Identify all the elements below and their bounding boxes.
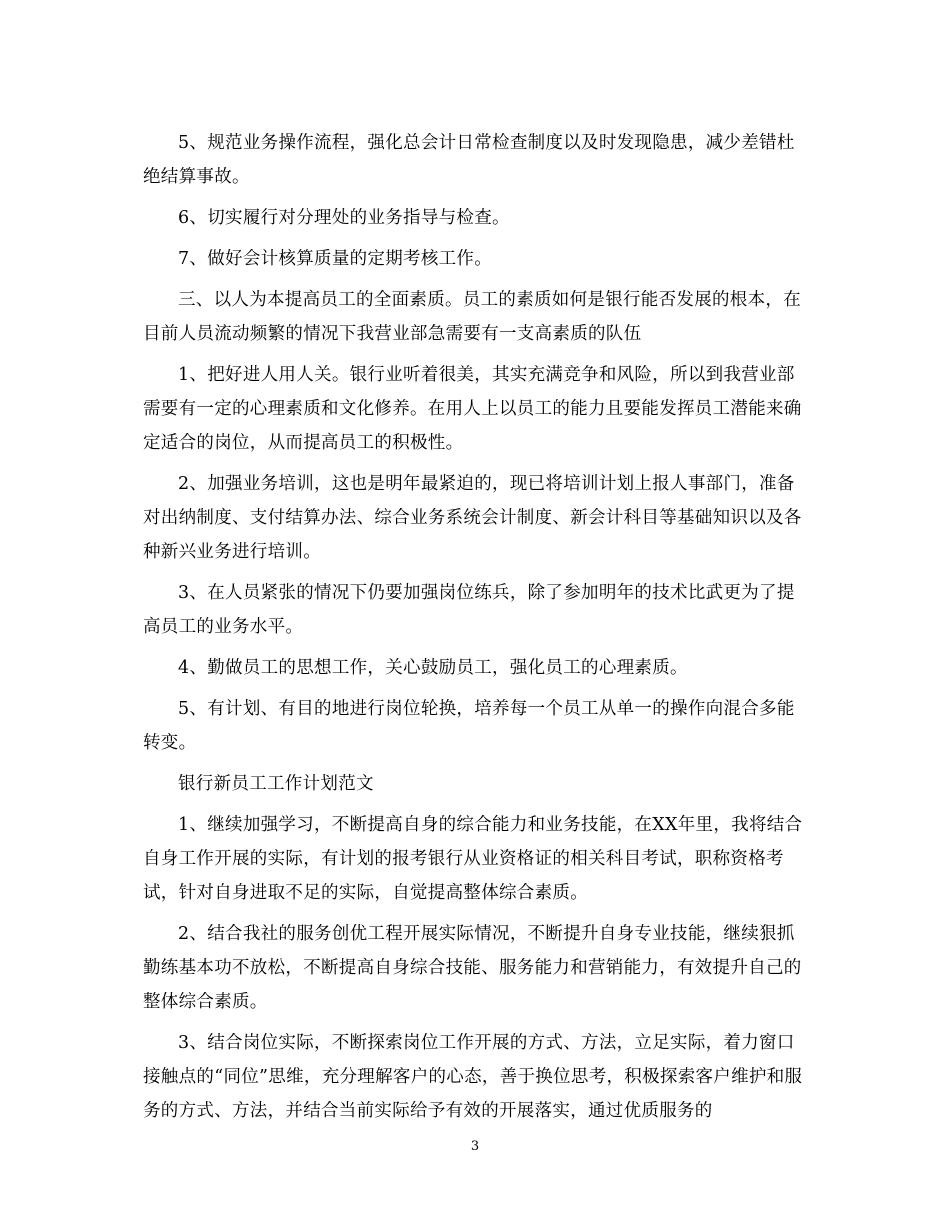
- section-title-new-employee-plan: 银行新员工工作计划范文: [178, 774, 374, 794]
- paragraph-item-1-hiring: 1、把好进人用人关。银行业听着很美，其实充满竞争和风险，所以到我营业部需要有一定的心理素质和文化修养。在用人上以员工的能力且要能发挥员工潜能来确定适合的岗位，从而提高员工的积极性。: [143, 365, 802, 453]
- paragraph-item-3-skills-practice: 3、在人员紧张的情况下仍要加强岗位练兵，除了参加明年的技术比武更为了提高员工的业务水平。: [143, 583, 795, 637]
- section-heading-people-oriented: 三、以人为本提高员工的全面素质。员工的素质如何是银行能否发展的根本，在目前人员流动频繁的情况下我营业部急需要有一支高素质的队伍: [143, 290, 801, 344]
- paragraph-item-5-job-rotation: 5、有计划、有目的地进行岗位轮换，培养每一个员工从单一的操作向混合多能转变。: [143, 699, 795, 753]
- paragraph-item-1-continued-learning: 1、继续加强学习，不断提高自身的综合能力和业务技能，在XX年里，我将结合自身工作开展的实际，有计划的报考银行从业资格证的相关科目考试，职称资格考试，针对自身进取不足的实际，自觉提高整体综合素质。: [143, 815, 803, 903]
- document-body: [143, 126, 811, 1135]
- page-number: 3: [470, 1139, 480, 1154]
- paragraph-item-7-accounting-assessment: 7、做好会计核算质量的定期考核工作。: [178, 249, 493, 269]
- paragraph-item-4-staff-care: 4、勤做员工的思想工作，关心鼓励员工，强化员工的心理素质。: [178, 658, 688, 678]
- paragraph-item-5-standardize-operations: 5、规范业务操作流程，强化总会计日常检查制度以及时发现隐患，减少差错杜绝结算事故。: [143, 133, 795, 187]
- paragraph-item-6-branch-guidance: 6、切实履行对分理处的业务指导与检查。: [178, 208, 510, 228]
- paragraph-item-2-service-excellence: 2、结合我社的服务创优工程开展实际情况，不断提升自身专业技能，继续狠抓勤练基本功不放松，不断提高自身综合技能、服务能力和营销能力，有效提升自己的整体综合素质。: [143, 924, 802, 1012]
- paragraph-item-2-training: 2、加强业务培训，这也是明年最紧迫的，现已将培训计划上报人事部门，准备对出纳制度、支付结算办法、综合业务系统会计制度、新会计科目等基础知识以及各种新兴业务进行培训。: [143, 474, 802, 562]
- paragraph-item-3-position-practice: 3、结合岗位实际，不断探索岗位工作开展的方式、方法，立足实际，着力窗口接触点的“同位”思维，充分理解客户的心态，善于换位思考，积极探索客户维护和服务的方式、方法，并结合当前实际给予有效的开展落实，通过优质服务的: [143, 1033, 803, 1121]
